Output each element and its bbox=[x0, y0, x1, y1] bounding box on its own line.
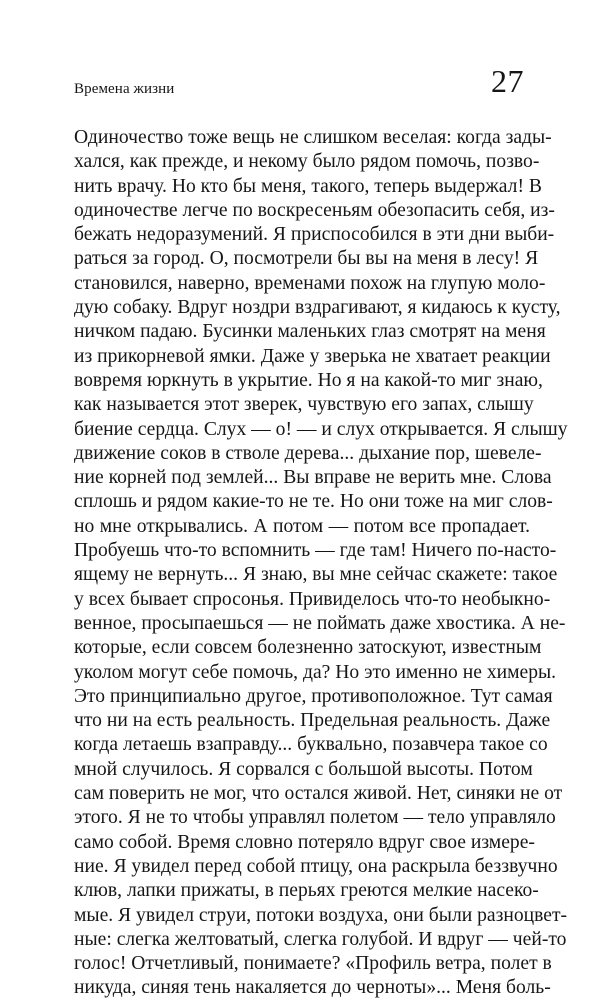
text-line: ящему не вернуть... Я знаю, вы мне сейчас скажете: такое bbox=[74, 564, 558, 586]
text-line: сам поверить не мог, что остался живой. Нет, синяки не от bbox=[74, 783, 563, 805]
text-line: биение сердца. Слух — о! — и слух открывается. Я слышу bbox=[74, 418, 568, 440]
text-line: становился, наверно, временами похож на глупую моло- bbox=[74, 272, 546, 294]
text-line: из прикорневой ямки. Даже у зверька не хватает реакции bbox=[74, 345, 551, 367]
text-line: раться за город. О, посмотрели бы вы на меня в лесу! Я bbox=[74, 248, 539, 270]
text-line: ние корней под землей... Вы вправе не верить мне. Слова bbox=[74, 467, 552, 489]
body-text bbox=[74, 126, 568, 1001]
text-line: голос! Отчетливый, понимаете? «Профиль ветра, полет в bbox=[74, 953, 552, 975]
text-line: ничком падаю. Бусинки маленьких глаз смотрят на меня bbox=[74, 321, 546, 343]
text-line: бежать недоразумений. Я приспособился в эти дни выби- bbox=[74, 224, 555, 246]
text-line: Пробуешь что-то вспомнить — где там! Ничего по-насто- bbox=[74, 540, 557, 562]
text-line: Это принципиально другое, противоположное. Тут самая bbox=[74, 685, 553, 707]
running-head: Времена жизни bbox=[74, 81, 175, 97]
text-line: никуда, синяя тень накаляется до черноты»... Меня боль- bbox=[74, 977, 551, 999]
text-line: но мне открывались. А потом — потом все пропадает. bbox=[74, 515, 530, 537]
text-line: что ни на есть реальность. Предельная реальность. Даже bbox=[74, 710, 551, 732]
text-line: как называется этот зверек, чувствую его запах, слышу bbox=[74, 394, 534, 416]
text-line: этого. Я не то чтобы управлял полетом — тело управляло bbox=[74, 807, 556, 829]
text-line: клюв, лапки прижаты, в перьях греются мелкие насеко- bbox=[74, 880, 539, 902]
text-line: нить врачу. Но кто бы меня, такого, теперь выдержал! В bbox=[74, 175, 542, 197]
text-line: у всех бывает спросонья. Привиделось что-то необыкно- bbox=[74, 588, 551, 610]
page-number: 27 bbox=[491, 63, 524, 99]
text-line: движение соков в стволе дерева... дыхание пор, шевеле- bbox=[74, 442, 542, 464]
text-line: ные: слегка желтоватый, слегка голубой. И вдруг — чей-то bbox=[74, 928, 567, 950]
text-line: которые, если совсем болезненно затоскуют, известным bbox=[74, 637, 542, 659]
text-line: хался, как прежде, и некому было рядом помочь, позво- bbox=[74, 151, 540, 173]
text-line: венное, просыпаешься — не поймать даже хвостика. А не- bbox=[74, 612, 566, 634]
text-line: уколом могут себе помочь, да? Но это именно не химеры. bbox=[74, 661, 557, 683]
text-line: мной случилось. Я сорвался с большой высоты. Потом bbox=[74, 758, 533, 780]
text-line: Одиночество тоже вещь не слишком веселая: когда зады- bbox=[74, 127, 552, 148]
text-line: одиночестве легче по воскресеньям обезопасить себя, из- bbox=[74, 199, 555, 221]
text-line: ние. Я увидел перед собой птицу, она раскрыла беззвучно bbox=[74, 855, 558, 877]
text-line: вовремя юркнуть в укрытие. Но я на какой-то миг знаю, bbox=[74, 369, 543, 391]
text-line: когда летаешь взаправду... буквально, позавчера такое со bbox=[74, 734, 548, 756]
text-line: сплошь и рядом какие-то не те. Но они тоже на миг слов- bbox=[74, 491, 553, 513]
text-line: само собой. Время словно потеряло вдруг свое измере- bbox=[74, 831, 535, 853]
text-line: мые. Я увидел струи, потоки воздуха, они были разноцвет- bbox=[74, 904, 568, 926]
text-line: дую собаку. Вдруг ноздри вздрагивают, я кидаюсь к кусту, bbox=[74, 297, 561, 319]
